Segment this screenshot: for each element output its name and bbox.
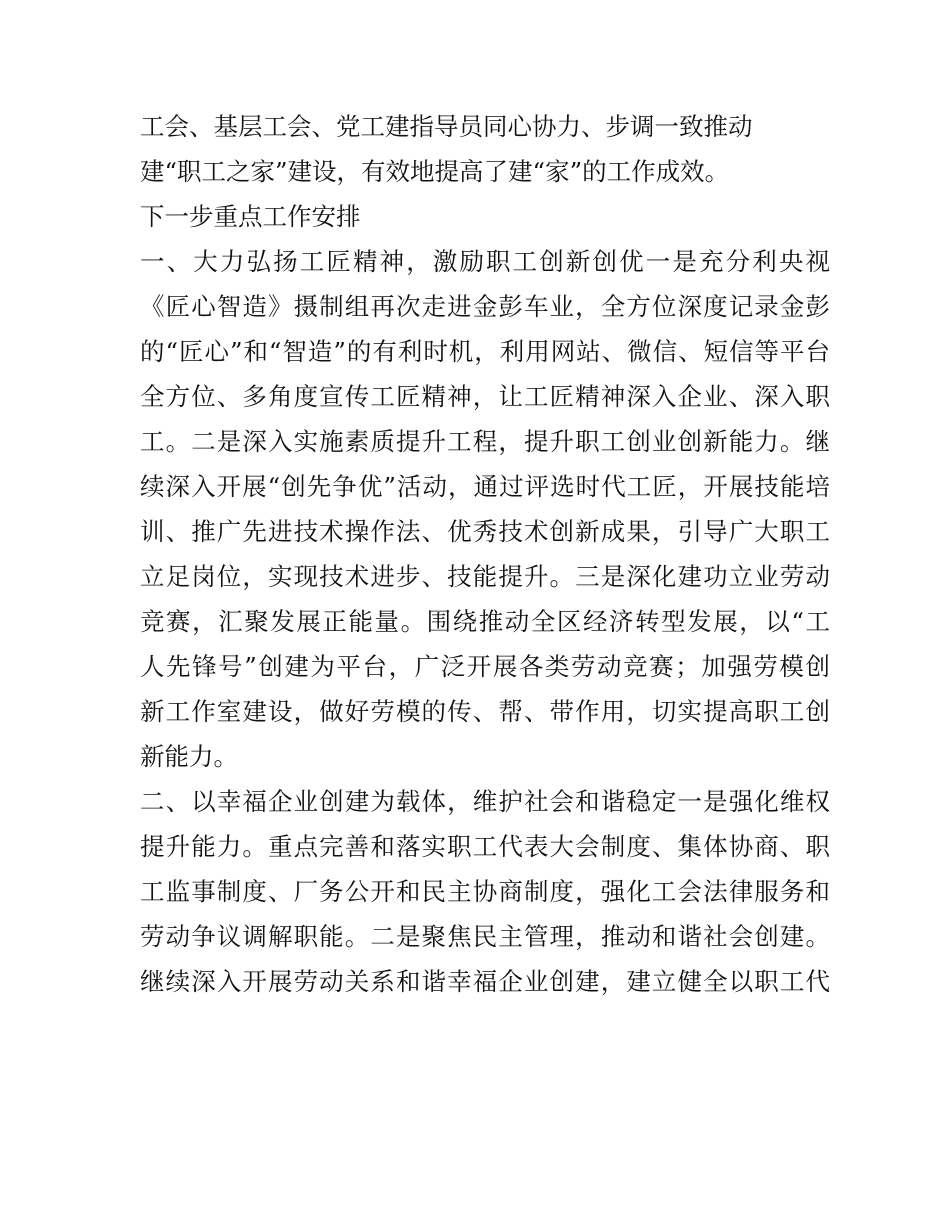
text-line: 《匠心智造》摄制组再次走进金彭车业，全方位深度记录金彭 [140,292,830,321]
body-text [140,104,830,1004]
text-line: 新能力。 [140,742,238,771]
text-line: 立足岗位，实现技术进步、技能提升。三是深化建功立业劳动 [140,562,830,591]
section-heading: 下一步重点工作安排 [140,202,361,231]
text-line: 工监事制度、厂务公开和民主协商制度，强化工会法律服务和 [140,877,830,906]
text-line: 的“匠心”和“智造”的有利时机，利用网站、微信、短信等平台 [140,337,830,366]
text-line: 劳动争议调解职能。二是聚焦民主管理，推动和谐社会创建。 [140,922,830,951]
text-line: 工会、基层工会、党工建指导员同心协力、步调一致推动 [140,112,753,141]
text-line: 新工作室建设，做好劳模的传、帮、带作用，切实提高职工创 [140,697,830,726]
text-line: 工。二是深入实施素质提升工程，提升职工创业创新能力。继 [140,427,830,456]
text-line: 二、以幸福企业创建为载体，维护社会和谐稳定一是强化维权 [140,787,830,816]
text-line: 继续深入开展劳动关系和谐幸福企业创建，建立健全以职工代 [140,967,830,996]
text-line: 训、推广先进技术操作法、优秀技术创新成果，引导广大职工 [140,517,830,546]
text-line: 一、大力弘扬工匠精神，激励职工创新创优一是充分利央视 [140,247,830,276]
text-line: 提升能力。重点完善和落实职工代表大会制度、集体协商、职 [140,832,830,861]
text-line: 建“职工之家”建设，有效地提高了建“家”的工作成效。 [140,157,730,186]
text-line: 竞赛，汇聚发展正能量。围绕推动全区经济转型发展，以“工 [140,607,830,636]
text-line: 人先锋号”创建为平台，广泛开展各类劳动竞赛；加强劳模创 [140,652,830,681]
text-line: 全方位、多角度宣传工匠精神，让工匠精神深入企业、深入职 [140,382,830,411]
text-line: 续深入开展“创先争优”活动，通过评选时代工匠，开展技能培 [140,472,830,501]
